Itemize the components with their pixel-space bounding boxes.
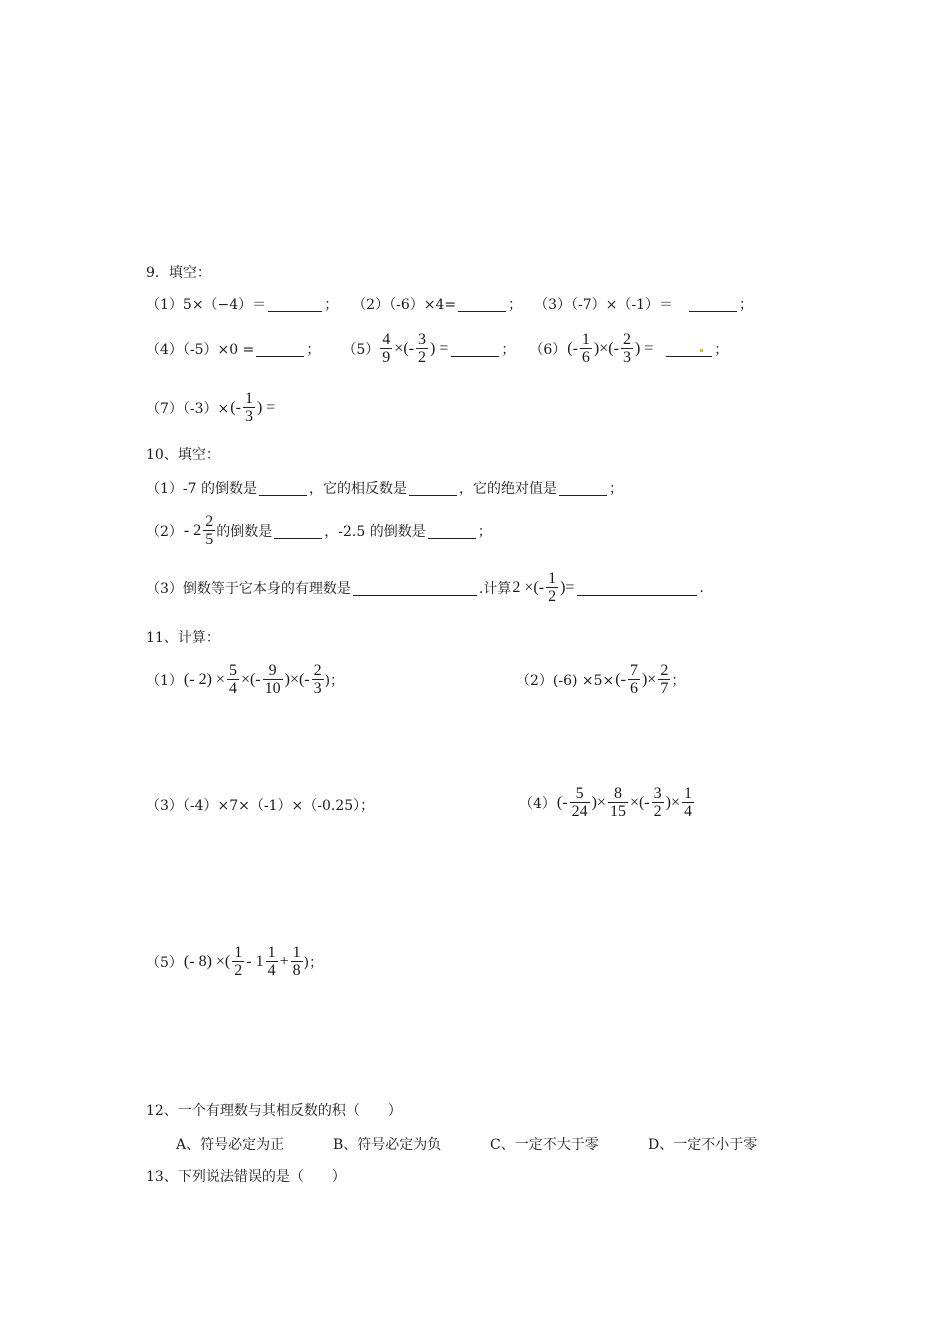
q13-title: 13、下列说法错误的是（ ） [146, 1169, 346, 1185]
q9-row2 [146, 331, 728, 366]
math-op: (- [556, 793, 568, 811]
q11-1-end: )； [324, 672, 345, 689]
q12-option-b[interactable]: B、符号必定为负 [333, 1137, 442, 1153]
fraction: $\frac{1}{3}$ [244, 390, 253, 425]
math-op: )= [560, 578, 575, 596]
q11-1-label: （1） [146, 672, 183, 689]
q11-4-label: （4） [519, 795, 556, 812]
q9-2-blank[interactable] [458, 296, 506, 312]
q9-row1 [146, 294, 753, 314]
math-op: - 2 [183, 521, 202, 539]
math-op: ) = [256, 398, 276, 416]
q9-title: 9．填空： [146, 265, 211, 281]
q10-2-label: （2） [146, 523, 183, 540]
q10-row1 [146, 478, 623, 498]
q9-6-blank[interactable] [666, 341, 712, 357]
q10-title: 10、填空： [146, 447, 220, 463]
q11-5-end: )； [303, 954, 324, 971]
fraction: $\frac{5}{24}$ [571, 785, 588, 820]
fraction: $\frac{5}{4}$ [228, 662, 237, 697]
fraction: $\frac{1}{4}$ [267, 944, 276, 979]
q9-3-blank[interactable] [689, 296, 737, 312]
fraction: $\frac{3}{2}$ [653, 785, 662, 820]
q9-1-end: ； [324, 297, 339, 313]
math-op: )× [591, 793, 606, 811]
q10-1-text3: ，它的绝对值是 [459, 481, 557, 497]
q9-1-blank[interactable] [268, 296, 322, 312]
math-op: )× [641, 670, 657, 688]
q9-4-end: ； [306, 341, 321, 358]
q9-6-end: ； [714, 341, 729, 358]
math-op: ×(- [394, 339, 414, 357]
q9-3-text: （3）（-7）×（-1）＝ [534, 297, 674, 313]
q10-3-blank-b[interactable] [577, 580, 697, 596]
q10-1-blank-a[interactable] [259, 480, 307, 496]
stray-dot [700, 349, 703, 352]
q9-7-label: （7）（-3）× [146, 400, 230, 417]
math-op: (- [230, 398, 241, 416]
q11-title: 11、计算： [146, 630, 220, 646]
fraction: $\frac{2}{5}$ [205, 513, 214, 548]
math-op: (- 2) × [183, 670, 225, 688]
math-op: ×(- [240, 670, 261, 688]
q9-row3 [146, 390, 276, 425]
fraction: $\frac{7}{6}$ [629, 662, 638, 697]
math-op: (- 8) ×( [183, 952, 231, 970]
fraction: $\frac{2}{3}$ [313, 662, 322, 697]
fraction: $\frac{8}{15}$ [609, 785, 626, 820]
q11-5-label: （5） [146, 954, 183, 971]
q12-option-a[interactable]: A、符号必定为正 [176, 1137, 285, 1153]
fraction: $\frac{2}{7}$ [660, 662, 669, 697]
math-op: (- [615, 670, 626, 688]
q12-option-c[interactable]: C、一定不大于零 [490, 1137, 599, 1153]
math-op: - 1 [246, 952, 264, 970]
q9-2-text: （2）（-6）×4= [352, 297, 457, 313]
q10-3-text2: .计算 [478, 580, 512, 597]
q10-row3 [146, 570, 704, 605]
fraction: $\frac{1}{8}$ [292, 944, 301, 979]
q11-p3: （3）（-4）×7×（-1）×（-0.25）； [146, 798, 375, 814]
q10-2-end: ； [477, 523, 492, 540]
math-op: + [279, 952, 289, 970]
fraction: $\frac{9}{10}$ [264, 662, 281, 697]
fraction: $\frac{2}{3}$ [622, 331, 631, 366]
fraction: $\frac{3}{2}$ [417, 331, 426, 366]
q10-3-blank-a[interactable] [353, 580, 477, 596]
q9-5-blank[interactable] [451, 341, 499, 357]
fraction: $\frac{1}{4}$ [683, 785, 692, 820]
math-op: (- [567, 339, 578, 357]
q12-title: 12、一个有理数与其相反数的积（ ） [146, 1103, 402, 1119]
q10-1-text2: ，它的相反数是 [309, 481, 407, 497]
q11-p5 [146, 944, 323, 979]
fraction: $\frac{1}{2}$ [548, 570, 557, 605]
q11-p4 [519, 785, 695, 820]
math-op: )×(- [284, 670, 310, 688]
q10-2-blank-b[interactable] [428, 523, 476, 539]
q11-p1 [146, 662, 344, 697]
q9-5-label: （5） [342, 341, 380, 358]
q10-2-text: 的倒数是 [216, 523, 273, 540]
q9-4-blank[interactable] [256, 341, 304, 357]
q9-3-end: ； [739, 297, 754, 313]
q10-1-end: ； [609, 481, 623, 497]
q9-2-end: ； [508, 297, 523, 313]
q11-2-label: （2）(-6) ×5× [516, 672, 615, 689]
q10-3-end: . [699, 579, 704, 596]
q9-5-end: ； [501, 341, 516, 358]
math-op: )× [665, 793, 680, 811]
math-op: ×(- [629, 793, 650, 811]
math-op: ) = [429, 339, 449, 357]
q10-2-blank-a[interactable] [274, 523, 322, 539]
q10-1-blank-c[interactable] [559, 480, 607, 496]
math-op: 2 ×(- [512, 578, 545, 596]
q10-row2 [146, 513, 492, 548]
q10-1-blank-b[interactable] [409, 480, 457, 496]
q12-option-d[interactable]: D、一定不小于零 [648, 1137, 758, 1153]
q11-2-end: ； [671, 672, 686, 689]
math-op: ) = [634, 339, 654, 357]
math-op: )×(- [593, 339, 619, 357]
q11-p2 [516, 662, 685, 697]
q9-6-label: （6） [529, 341, 567, 358]
q9-4-text: （4）（-5）×0 = [146, 341, 255, 358]
q10-3-text: （3）倒数等于它本身的有理数是 [146, 580, 351, 597]
q10-1-text: （1）-7 的倒数是 [146, 481, 257, 497]
fraction: $\frac{1}{2}$ [234, 944, 243, 979]
q10-2-text2: ，-2.5 的倒数是 [324, 523, 426, 540]
q9-1-text: （1）5×（−4）＝ [146, 297, 267, 313]
fraction: $\frac{4}{9}$ [382, 331, 391, 366]
fraction: $\frac{1}{6}$ [581, 331, 590, 366]
